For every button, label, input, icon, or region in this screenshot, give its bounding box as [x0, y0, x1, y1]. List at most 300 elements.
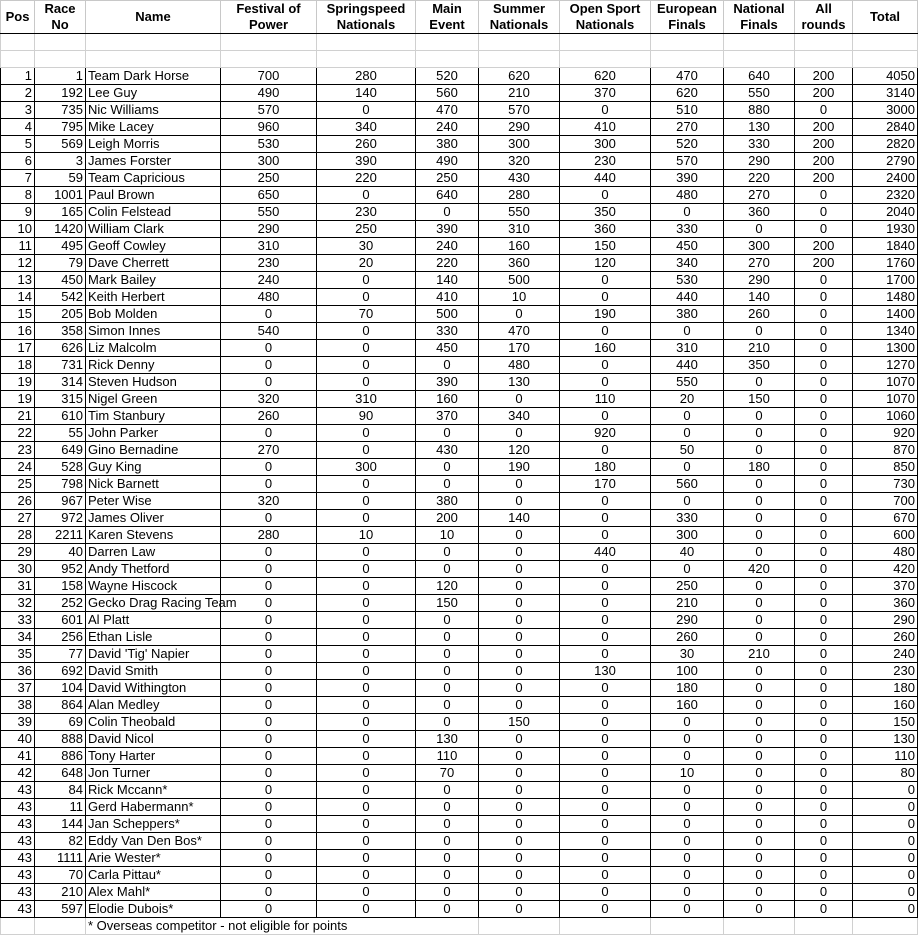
- cell-name: Jan Scheppers*: [86, 816, 221, 833]
- cell-name: Colin Felstead: [86, 204, 221, 221]
- cell-festival-of-power: 240: [221, 272, 317, 289]
- cell-european-finals: 520: [651, 136, 724, 153]
- cell-all-rounds: 0: [795, 357, 853, 374]
- cell-european-finals: 50: [651, 442, 724, 459]
- cell-race-no: 597: [35, 901, 86, 918]
- cell-total: 80: [853, 765, 918, 782]
- cell-total: 0: [853, 782, 918, 799]
- cell-open-sport-nationals: 0: [560, 646, 651, 663]
- cell-pos: 18: [1, 357, 35, 374]
- cell-european-finals: 300: [651, 527, 724, 544]
- cell-summer-nationals: 0: [479, 391, 560, 408]
- cell-springspeed-nationals: 0: [317, 901, 416, 918]
- standings-body: [1, 68, 918, 918]
- cell-european-finals: 0: [651, 323, 724, 340]
- cell-total: 1060: [853, 408, 918, 425]
- cell-national-finals: 0: [724, 663, 795, 680]
- cell-european-finals: 180: [651, 680, 724, 697]
- blank-cell: [86, 34, 221, 51]
- cell-open-sport-nationals: 0: [560, 697, 651, 714]
- table-row: [1, 782, 918, 799]
- cell-open-sport-nationals: 0: [560, 272, 651, 289]
- cell-race-no: 69: [35, 714, 86, 731]
- cell-summer-nationals: 0: [479, 306, 560, 323]
- cell-race-no: 528: [35, 459, 86, 476]
- cell-all-rounds: 0: [795, 850, 853, 867]
- cell-total: 4050: [853, 68, 918, 85]
- cell-main-event: 70: [416, 765, 479, 782]
- cell-all-rounds: 0: [795, 867, 853, 884]
- table-row: [1, 119, 918, 136]
- table-row: [1, 714, 918, 731]
- cell-main-event: 0: [416, 867, 479, 884]
- cell-all-rounds: 0: [795, 646, 853, 663]
- cell-pos: 32: [1, 595, 35, 612]
- cell-main-event: 560: [416, 85, 479, 102]
- cell-main-event: 470: [416, 102, 479, 119]
- cell-race-no: 104: [35, 680, 86, 697]
- table-row: [1, 663, 918, 680]
- cell-race-no: 886: [35, 748, 86, 765]
- cell-national-finals: 0: [724, 425, 795, 442]
- cell-springspeed-nationals: 0: [317, 425, 416, 442]
- header-pos: Pos: [1, 1, 35, 34]
- cell-summer-nationals: 360: [479, 255, 560, 272]
- cell-all-rounds: 0: [795, 323, 853, 340]
- cell-european-finals: 0: [651, 782, 724, 799]
- cell-main-event: 380: [416, 493, 479, 510]
- cell-european-finals: 0: [651, 204, 724, 221]
- cell-festival-of-power: 0: [221, 510, 317, 527]
- cell-open-sport-nationals: 410: [560, 119, 651, 136]
- cell-all-rounds: 0: [795, 204, 853, 221]
- cell-all-rounds: 0: [795, 102, 853, 119]
- cell-total: 2400: [853, 170, 918, 187]
- cell-main-event: 0: [416, 799, 479, 816]
- cell-summer-nationals: 550: [479, 204, 560, 221]
- cell-total: 110: [853, 748, 918, 765]
- cell-race-no: 798: [35, 476, 86, 493]
- cell-european-finals: 310: [651, 340, 724, 357]
- cell-national-finals: 0: [724, 442, 795, 459]
- cell-all-rounds: 0: [795, 833, 853, 850]
- cell-all-rounds: 0: [795, 221, 853, 238]
- cell-name: William Clark: [86, 221, 221, 238]
- cell-race-no: 601: [35, 612, 86, 629]
- cell-main-event: 0: [416, 833, 479, 850]
- cell-race-no: 79: [35, 255, 86, 272]
- cell-festival-of-power: 0: [221, 374, 317, 391]
- cell-pos: 40: [1, 731, 35, 748]
- cell-summer-nationals: 0: [479, 680, 560, 697]
- cell-all-rounds: 0: [795, 306, 853, 323]
- cell-national-finals: 220: [724, 170, 795, 187]
- cell-festival-of-power: 320: [221, 493, 317, 510]
- cell-name: Andy Thetford: [86, 561, 221, 578]
- blank-cell: [853, 51, 918, 68]
- footnote-row: [1, 918, 918, 935]
- cell-festival-of-power: 0: [221, 561, 317, 578]
- cell-all-rounds: 0: [795, 748, 853, 765]
- table-row: [1, 374, 918, 391]
- cell-name: Carla Pittau*: [86, 867, 221, 884]
- cell-european-finals: 450: [651, 238, 724, 255]
- cell-springspeed-nationals: 390: [317, 153, 416, 170]
- cell-pos: 30: [1, 561, 35, 578]
- cell-race-no: 2211: [35, 527, 86, 544]
- blank-cell: [479, 51, 560, 68]
- cell-total: 1930: [853, 221, 918, 238]
- cell-summer-nationals: 130: [479, 374, 560, 391]
- cell-national-finals: 140: [724, 289, 795, 306]
- cell-pos: 5: [1, 136, 35, 153]
- cell-pos: 43: [1, 884, 35, 901]
- cell-pos: 3: [1, 102, 35, 119]
- table-row: [1, 884, 918, 901]
- cell-national-finals: 0: [724, 833, 795, 850]
- cell-national-finals: 0: [724, 765, 795, 782]
- cell-festival-of-power: 0: [221, 765, 317, 782]
- cell-open-sport-nationals: 300: [560, 136, 651, 153]
- cell-open-sport-nationals: 0: [560, 187, 651, 204]
- cell-race-no: 795: [35, 119, 86, 136]
- table-row: [1, 646, 918, 663]
- cell-european-finals: 160: [651, 697, 724, 714]
- cell-summer-nationals: 10: [479, 289, 560, 306]
- cell-festival-of-power: 0: [221, 306, 317, 323]
- cell-springspeed-nationals: 0: [317, 595, 416, 612]
- cell-main-event: 0: [416, 612, 479, 629]
- blank-cell: [651, 51, 724, 68]
- cell-name: David Nicol: [86, 731, 221, 748]
- cell-open-sport-nationals: 0: [560, 102, 651, 119]
- cell-name: Team Dark Horse: [86, 68, 221, 85]
- cell-festival-of-power: 0: [221, 680, 317, 697]
- cell-race-no: 55: [35, 425, 86, 442]
- cell-main-event: 330: [416, 323, 479, 340]
- cell-main-event: 0: [416, 357, 479, 374]
- cell-race-no: 192: [35, 85, 86, 102]
- table-row: [1, 578, 918, 595]
- cell-name: Gino Bernadine: [86, 442, 221, 459]
- cell-race-no: 864: [35, 697, 86, 714]
- cell-total: 670: [853, 510, 918, 527]
- cell-open-sport-nationals: 120: [560, 255, 651, 272]
- cell-summer-nationals: 0: [479, 612, 560, 629]
- cell-race-no: 1: [35, 68, 86, 85]
- cell-european-finals: 0: [651, 561, 724, 578]
- cell-open-sport-nationals: 0: [560, 731, 651, 748]
- cell-race-no: 158: [35, 578, 86, 595]
- blank-cell: [651, 34, 724, 51]
- header-open-sport-nationals: Open Sport Nationals: [560, 1, 651, 34]
- table-row: [1, 510, 918, 527]
- cell-national-finals: 290: [724, 153, 795, 170]
- cell-open-sport-nationals: 0: [560, 374, 651, 391]
- cell-race-no: 972: [35, 510, 86, 527]
- cell-race-no: 649: [35, 442, 86, 459]
- header-row: [1, 1, 918, 34]
- cell-main-event: 430: [416, 442, 479, 459]
- cell-springspeed-nationals: 0: [317, 493, 416, 510]
- cell-race-no: 967: [35, 493, 86, 510]
- cell-summer-nationals: 620: [479, 68, 560, 85]
- cell-pos: 37: [1, 680, 35, 697]
- cell-pos: 26: [1, 493, 35, 510]
- cell-total: 260: [853, 629, 918, 646]
- cell-total: 2790: [853, 153, 918, 170]
- table-row: [1, 493, 918, 510]
- cell-all-rounds: 0: [795, 731, 853, 748]
- cell-open-sport-nationals: 0: [560, 680, 651, 697]
- cell-race-no: 210: [35, 884, 86, 901]
- cell-race-no: 495: [35, 238, 86, 255]
- cell-race-no: 731: [35, 357, 86, 374]
- cell-national-finals: 0: [724, 493, 795, 510]
- cell-national-finals: 0: [724, 510, 795, 527]
- cell-festival-of-power: 700: [221, 68, 317, 85]
- table-row: [1, 544, 918, 561]
- cell-summer-nationals: 0: [479, 833, 560, 850]
- cell-summer-nationals: 0: [479, 476, 560, 493]
- cell-pos: 25: [1, 476, 35, 493]
- blank-cell: [724, 51, 795, 68]
- blank-cell: [560, 51, 651, 68]
- cell-national-finals: 0: [724, 799, 795, 816]
- cell-festival-of-power: 0: [221, 850, 317, 867]
- cell-summer-nationals: 290: [479, 119, 560, 136]
- cell-race-no: 252: [35, 595, 86, 612]
- table-row: [1, 697, 918, 714]
- cell-springspeed-nationals: 0: [317, 680, 416, 697]
- cell-pos: 33: [1, 612, 35, 629]
- cell-total: 850: [853, 459, 918, 476]
- cell-springspeed-nationals: 20: [317, 255, 416, 272]
- blank-cell: [853, 34, 918, 51]
- cell-all-rounds: 0: [795, 901, 853, 918]
- cell-open-sport-nationals: 160: [560, 340, 651, 357]
- cell-main-event: 0: [416, 884, 479, 901]
- cell-pos: 34: [1, 629, 35, 646]
- cell-summer-nationals: 0: [479, 527, 560, 544]
- cell-open-sport-nationals: 360: [560, 221, 651, 238]
- cell-european-finals: 290: [651, 612, 724, 629]
- cell-total: 290: [853, 612, 918, 629]
- cell-national-finals: 0: [724, 476, 795, 493]
- cell-main-event: 0: [416, 561, 479, 578]
- cell-european-finals: 0: [651, 493, 724, 510]
- header-total: Total: [853, 1, 918, 34]
- cell-total: 1340: [853, 323, 918, 340]
- cell-springspeed-nationals: 0: [317, 731, 416, 748]
- cell-pos: 43: [1, 901, 35, 918]
- cell-pos: 22: [1, 425, 35, 442]
- blank-cell: [795, 918, 853, 935]
- cell-pos: 38: [1, 697, 35, 714]
- cell-open-sport-nationals: 0: [560, 323, 651, 340]
- cell-pos: 31: [1, 578, 35, 595]
- cell-name: Alan Medley: [86, 697, 221, 714]
- cell-european-finals: 0: [651, 459, 724, 476]
- cell-springspeed-nationals: 0: [317, 510, 416, 527]
- cell-race-no: 542: [35, 289, 86, 306]
- cell-european-finals: 440: [651, 357, 724, 374]
- cell-summer-nationals: 160: [479, 238, 560, 255]
- cell-main-event: 490: [416, 153, 479, 170]
- cell-all-rounds: 200: [795, 170, 853, 187]
- cell-open-sport-nationals: 440: [560, 170, 651, 187]
- cell-european-finals: 100: [651, 663, 724, 680]
- cell-national-finals: 0: [724, 901, 795, 918]
- cell-european-finals: 0: [651, 731, 724, 748]
- table-row: [1, 238, 918, 255]
- cell-summer-nationals: 0: [479, 884, 560, 901]
- cell-pos: 17: [1, 340, 35, 357]
- cell-all-rounds: 0: [795, 680, 853, 697]
- cell-festival-of-power: 0: [221, 697, 317, 714]
- cell-total: 3000: [853, 102, 918, 119]
- cell-name: Dave Cherrett: [86, 255, 221, 272]
- cell-summer-nationals: 0: [479, 765, 560, 782]
- cell-open-sport-nationals: 0: [560, 833, 651, 850]
- cell-summer-nationals: 0: [479, 901, 560, 918]
- cell-european-finals: 30: [651, 646, 724, 663]
- blank-cell: [35, 34, 86, 51]
- blank-cell: [317, 34, 416, 51]
- blank-row: [1, 34, 918, 51]
- cell-race-no: 70: [35, 867, 86, 884]
- cell-name: Nigel Green: [86, 391, 221, 408]
- cell-all-rounds: 0: [795, 289, 853, 306]
- cell-main-event: 450: [416, 340, 479, 357]
- table-row: [1, 221, 918, 238]
- cell-all-rounds: 0: [795, 510, 853, 527]
- cell-name: David 'Tig' Napier: [86, 646, 221, 663]
- header-festival-of-power: Festival of Power: [221, 1, 317, 34]
- cell-pos: 19: [1, 374, 35, 391]
- cell-summer-nationals: 480: [479, 357, 560, 374]
- cell-festival-of-power: 550: [221, 204, 317, 221]
- table-row: [1, 272, 918, 289]
- cell-festival-of-power: 960: [221, 119, 317, 136]
- cell-race-no: 1420: [35, 221, 86, 238]
- cell-main-event: 0: [416, 697, 479, 714]
- cell-main-event: 200: [416, 510, 479, 527]
- cell-summer-nationals: 320: [479, 153, 560, 170]
- cell-all-rounds: 200: [795, 136, 853, 153]
- cell-national-finals: 0: [724, 578, 795, 595]
- table-row: [1, 323, 918, 340]
- cell-festival-of-power: 0: [221, 748, 317, 765]
- table-row: [1, 629, 918, 646]
- cell-name: John Parker: [86, 425, 221, 442]
- cell-springspeed-nationals: 70: [317, 306, 416, 323]
- cell-pos: 27: [1, 510, 35, 527]
- cell-european-finals: 620: [651, 85, 724, 102]
- cell-festival-of-power: 0: [221, 833, 317, 850]
- table-row: [1, 527, 918, 544]
- cell-main-event: 0: [416, 680, 479, 697]
- cell-springspeed-nationals: 0: [317, 561, 416, 578]
- cell-pos: 21: [1, 408, 35, 425]
- cell-european-finals: 340: [651, 255, 724, 272]
- cell-all-rounds: 0: [795, 425, 853, 442]
- cell-open-sport-nationals: 170: [560, 476, 651, 493]
- cell-total: 0: [853, 867, 918, 884]
- cell-open-sport-nationals: 920: [560, 425, 651, 442]
- cell-summer-nationals: 0: [479, 731, 560, 748]
- table-row: [1, 595, 918, 612]
- blank-cell: [86, 51, 221, 68]
- cell-national-finals: 260: [724, 306, 795, 323]
- cell-pos: 36: [1, 663, 35, 680]
- cell-name: Rick Denny: [86, 357, 221, 374]
- cell-springspeed-nationals: 0: [317, 476, 416, 493]
- cell-name: Team Capricious: [86, 170, 221, 187]
- table-row: [1, 850, 918, 867]
- cell-name: Simon Innes: [86, 323, 221, 340]
- cell-springspeed-nationals: 0: [317, 799, 416, 816]
- cell-open-sport-nationals: 0: [560, 765, 651, 782]
- cell-european-finals: 0: [651, 850, 724, 867]
- blank-cell: [416, 51, 479, 68]
- cell-national-finals: 0: [724, 731, 795, 748]
- cell-all-rounds: 0: [795, 272, 853, 289]
- cell-national-finals: 0: [724, 680, 795, 697]
- cell-main-event: 0: [416, 782, 479, 799]
- cell-race-no: 40: [35, 544, 86, 561]
- cell-national-finals: 0: [724, 408, 795, 425]
- cell-european-finals: 260: [651, 629, 724, 646]
- cell-all-rounds: 0: [795, 561, 853, 578]
- cell-european-finals: 480: [651, 187, 724, 204]
- cell-festival-of-power: 300: [221, 153, 317, 170]
- blank-cell: [651, 918, 724, 935]
- cell-main-event: 0: [416, 816, 479, 833]
- cell-all-rounds: 0: [795, 663, 853, 680]
- cell-summer-nationals: 190: [479, 459, 560, 476]
- table-row: [1, 408, 918, 425]
- blank-cell: [1, 34, 35, 51]
- cell-all-rounds: 0: [795, 187, 853, 204]
- cell-festival-of-power: 0: [221, 731, 317, 748]
- cell-european-finals: 270: [651, 119, 724, 136]
- cell-all-rounds: 0: [795, 714, 853, 731]
- cell-summer-nationals: 0: [479, 782, 560, 799]
- table-row: [1, 289, 918, 306]
- cell-name: Ethan Lisle: [86, 629, 221, 646]
- cell-springspeed-nationals: 0: [317, 884, 416, 901]
- cell-total: 1400: [853, 306, 918, 323]
- cell-total: 0: [853, 850, 918, 867]
- table-row: [1, 136, 918, 153]
- cell-festival-of-power: 0: [221, 799, 317, 816]
- table-row: [1, 765, 918, 782]
- cell-open-sport-nationals: 0: [560, 493, 651, 510]
- cell-main-event: 0: [416, 544, 479, 561]
- cell-race-no: 1111: [35, 850, 86, 867]
- cell-race-no: 450: [35, 272, 86, 289]
- header-national-finals: National Finals: [724, 1, 795, 34]
- cell-all-rounds: 0: [795, 799, 853, 816]
- cell-summer-nationals: 0: [479, 544, 560, 561]
- cell-name: David Smith: [86, 663, 221, 680]
- cell-european-finals: 20: [651, 391, 724, 408]
- cell-springspeed-nationals: 0: [317, 544, 416, 561]
- cell-springspeed-nationals: 0: [317, 357, 416, 374]
- header-summer-nationals: Summer Nationals: [479, 1, 560, 34]
- cell-race-no: 165: [35, 204, 86, 221]
